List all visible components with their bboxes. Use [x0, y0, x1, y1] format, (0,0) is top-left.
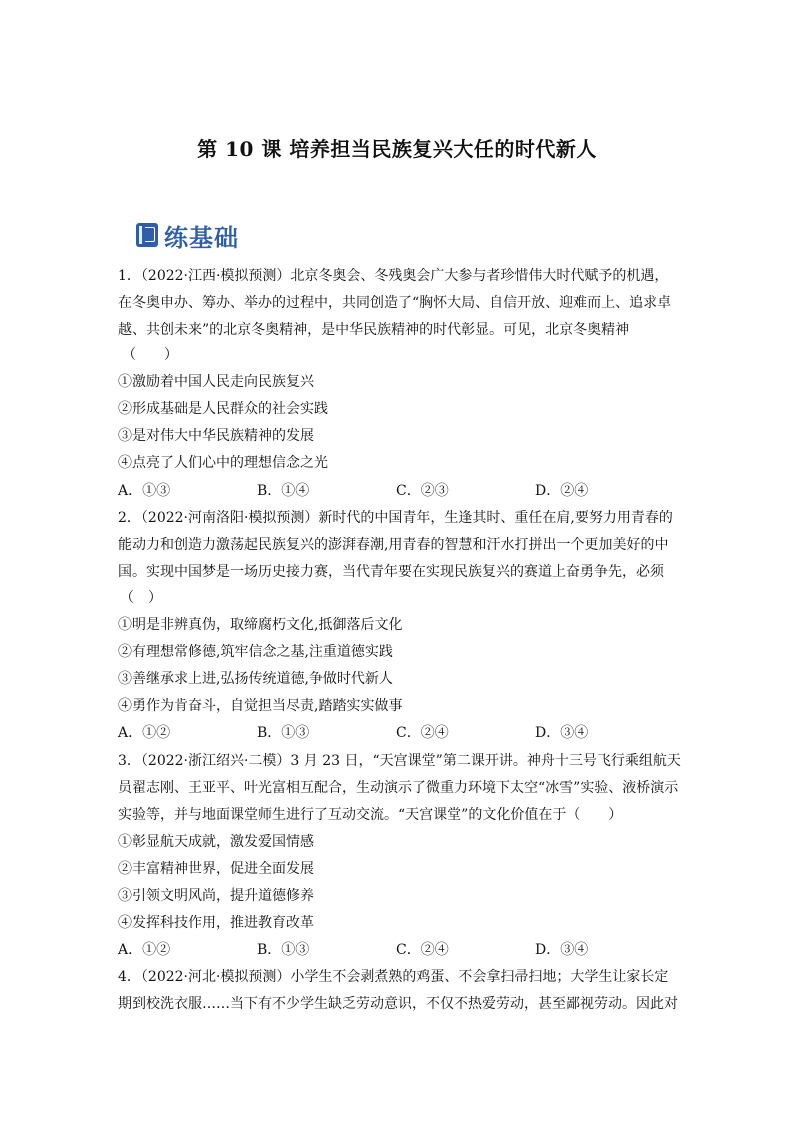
q1-option-4: ④点亮了人们心中的理想信念之光	[118, 455, 328, 471]
q2-line-3: 国。实现中国梦是一场历史接力赛，当代青年要在实现民族复兴的赛道上奋勇争先，必须	[118, 564, 664, 580]
q2-option-4: ④勇作为肯奋斗，自觉担当尽责,踏踏实实做事	[118, 698, 403, 714]
q2-choice-d: D．③④	[535, 725, 589, 741]
q3-choice-d: D．③④	[535, 942, 589, 958]
q1-option-2: ②形成基础是人民群众的社会实践	[118, 401, 328, 417]
q3-option-2: ②丰富精神世界，促进全面发展	[118, 861, 314, 877]
q3-line-1: 3．（2022·浙江绍兴·二模）3 月 23 日，“天宫课堂”第二课开讲。神舟十三号飞行乘组航天	[118, 753, 681, 769]
q1-choice-b: B．①④	[257, 483, 310, 499]
q2-option-1: ①明是非辨真伪，取缔腐朽文化,抵御落后文化	[118, 617, 403, 633]
q1-choice-c: C．②③	[396, 483, 449, 499]
q3-choice-c: C．②④	[396, 942, 449, 958]
book-icon	[136, 223, 158, 247]
q1-line-2: 在冬奥申办、筹办、举办的过程中，共同创造了“胸怀大局、自信开放、迎难而上、追求卓	[118, 295, 672, 311]
section-label: 练基础	[164, 223, 239, 252]
q3-option-1: ①彰显航天成就，激发爱国情感	[118, 834, 314, 850]
q2-line-1: 2．（2022·河南洛阳·模拟预测）新时代的中国青年，生逢其时、重任在肩,要努力用青春的	[118, 510, 673, 526]
q1-line-3: 越、共创未来”的北京冬奥精神，是中华民族精神的时代彰显。可见，北京冬奥精神	[118, 322, 630, 338]
q1-option-1: ①激励着中国人民走向民族复兴	[118, 374, 314, 390]
q2-answer-blank: （ ）	[120, 590, 162, 606]
q2-choice-a: A．①②	[118, 725, 171, 741]
q3-line-2: 员翟志刚、王亚平、叶光富相互配合，生动演示了微重力环境下太空“冰雪”实验、液桥演示	[118, 780, 679, 796]
q3-choice-b: B．①③	[257, 942, 310, 958]
q1-line-1: 1．（2022·江西·模拟预测）北京冬奥会、冬残奥会广大参与者珍惜伟大时代赋予的机遇，	[118, 268, 669, 284]
q3-option-4: ④发挥科技作用，推进教育改革	[118, 915, 314, 931]
q4-line-2: 期到校洗衣服……当下有不少学生缺乏劳动意识，不仅不热爱劳动，甚至鄙视劳动。因此对	[118, 996, 678, 1012]
q1-choice-a: A．①③	[118, 483, 171, 499]
q3-choice-a: A．①②	[118, 942, 171, 958]
q2-option-3: ③善继承求上进,弘扬传统道德,争做时代新人	[118, 671, 393, 687]
q1-answer-blank: （ ）	[122, 347, 178, 363]
section-header	[136, 218, 239, 252]
q2-option-2: ②有理想常修德,筑牢信念之基,注重道德实践	[118, 644, 393, 660]
q4-line-1: 4．（2022·河北·模拟预测）小学生不会剥煮熟的鸡蛋、不会拿扫帚扫地；大学生让家长定	[118, 969, 669, 985]
q1-choice-d: D．②④	[535, 483, 589, 499]
q2-line-2: 能动力和创造力激荡起民族复兴的澎湃春潮,用青春的智慧和汗水打拼出一个更加美好的中	[118, 537, 669, 553]
page-title: 第 10 课 培养担当民族复兴大任的时代新人	[197, 137, 597, 161]
q2-choice-c: C．②④	[396, 725, 449, 741]
q2-choice-b: B．①③	[257, 725, 310, 741]
q3-line-3: 实验等，并与地面课堂师生进行了互动交流。“天宫课堂”的文化价值在于（ ）	[118, 807, 623, 823]
q1-option-3: ③是对伟大中华民族精神的发展	[118, 428, 314, 444]
q3-option-3: ③引领文明风尚，提升道德修养	[118, 888, 314, 904]
